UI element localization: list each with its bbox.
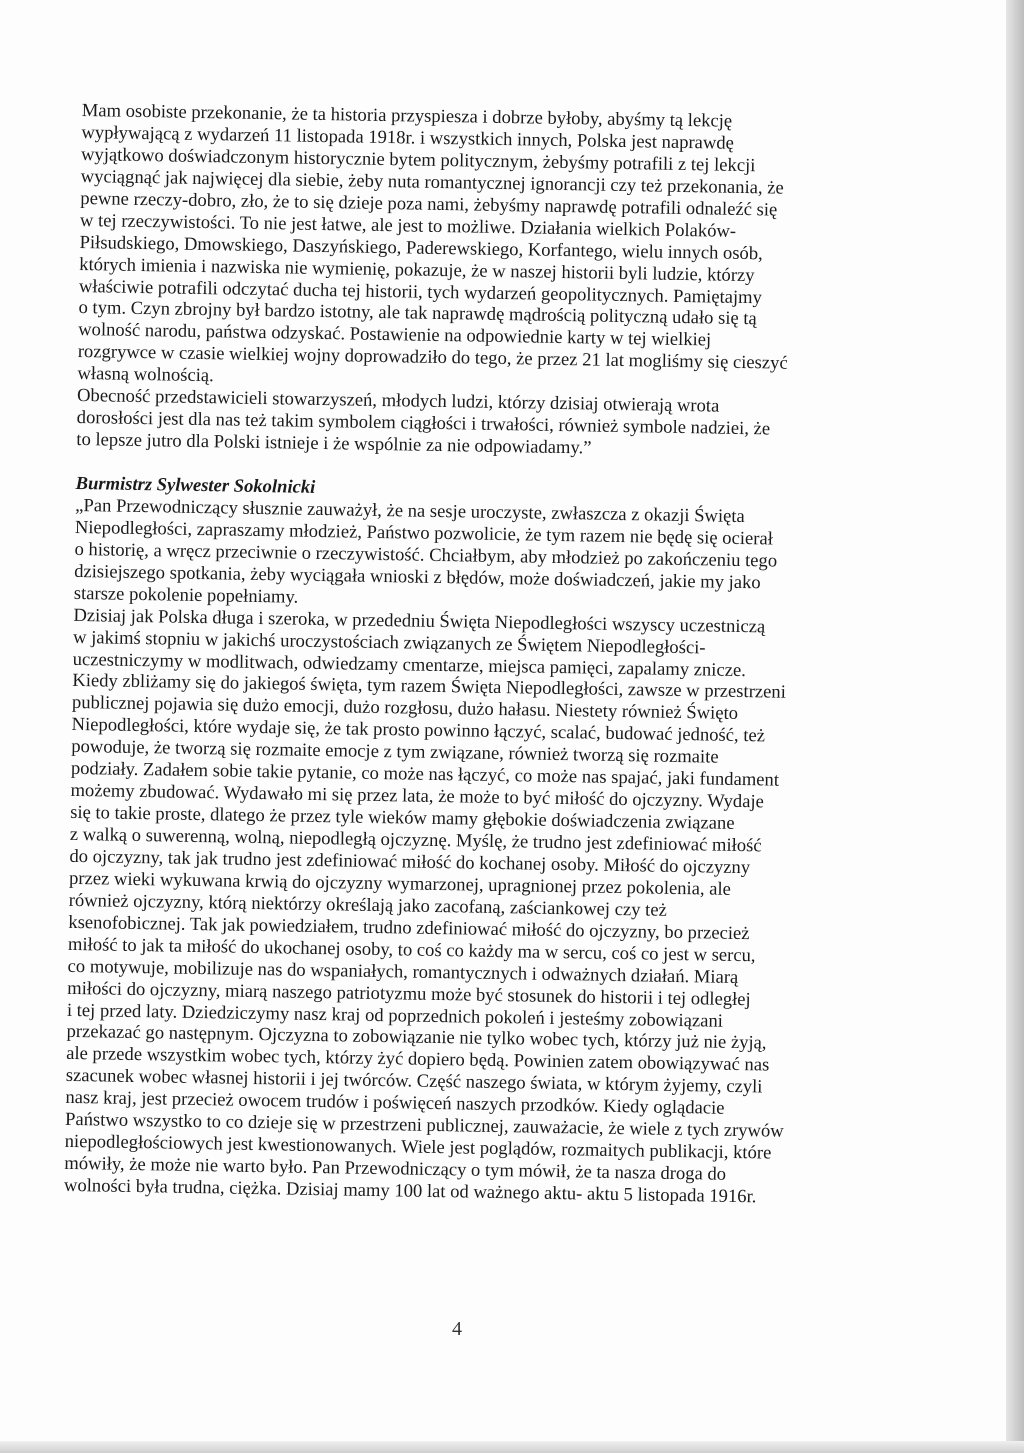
document-body [64, 100, 872, 1210]
paragraph-history-lesson: Mam osobiste przekonanie, że ta historia przyspiesza i dobrze byłoby, abyśmy tą lekcję wypływającą z wydarzeń 11 listopada 1918r. i wszystkich innych, Polska jest naprawdę wyjątkowo doświadczonym historycznie bytem politycznym, żebyśmy potrafili z tej lekcji wyciągnąć jak najwięcej dla siebie, żeby nuta romantycznej ignorancji czy też przekonania, że pewne rzeczy-dobro, zło, że to się dzieje poza nami, żebyśmy naprawdę potrafili odnaleźć się w tej rzeczywistości. To nie jest łatwe, ale jest to możliwe. Działania wielkich Polaków- Piłsudskiego, Dmowskiego, Daszyńskiego, Paderewskiego, Korfantego, wielu innych osób, których imienia i nazwiska nie wymienię, pokazuje, że w naszej historii byli ludzie, którzy właściwie potrafili odczytać ducha tej historii, tych wydarzeń geopolitycznych. Pamiętajmy o tym. Czyn zbrojny był bardzo istotny, ale tak naprawdę mądrością polityczną udało się tą wolność narodu, państwa odzyskać. Postawienie na odpowiednie karty w tej wielkiej rozgrywce w czasie wielkiej wojny doprowadziło do tego, że przez 21 lat mogliśmy się cieszyć własną wolnością. [77, 100, 788, 387]
scan-bottom-edge [0, 1441, 1024, 1453]
page-number: 4 [452, 1318, 462, 1340]
speaker-heading: Burmistrz Sylwester Sokolnicki [75, 472, 316, 498]
scan-right-edge [1006, 0, 1024, 1453]
paragraph-youth-presence: Obecność przedstawicieli stowarzyszeń, młodych ludzi, którzy dzisiaj otwierają wrota dorosłości jest dla nas też takim symbolem ciągłości i trwałości, również symbole nadziei, że to lepsze jutro dla Polski istnieje i że wspólnie za nie odpowiadamy.” [76, 385, 771, 459]
paragraph-speech-main: Dzisiaj jak Polska długa i szeroka, w przededniu Święta Niepodległości wszyscy uczestniczą w jakimś stopniu w jakichś uroczystościach związanych ze Świętem Niepodległości- uczestniczymy w modlitwach, odwiedzamy cmentarze, miejsca pamięci, zapalamy znicze. Kiedy zbliżamy się do jakiegoś święta, tym razem Święta Niepodległości, zawsze w przestrzeni publicznej pojawia się dużo emocji, dużo rozgłosu, dużo hałasu. Niestety również Święto Niepodległości, które wydaje się, że tak prosto powinno łączyć, scalać, budować jedność, też powoduje, że tworzą się rozmaite emocje z tym związane, również tworzą się rozmaite podziały. Zadałem sobie takie pytanie, co może nas łączyć, co może nas spajać, jaki fundament możemy zbudować. Wydawało mi się przez lata, że może to być miłość do ojczyzny. Wydaje się to takie proste, dlatego że przez tyle wieków mamy głębokie doświadczenia związane z walką o suwerenną, wolną, niepodległą ojczyznę. Myślę, że trudno jest zdefiniować miłość do ojczyzny, tak jak trudno jest zdefiniować miłość do kochanej osoby. Miłość do ojczyzny przez wieki wykuwana krwią do ojczyzny wymarzonej, upragnionej przez pokolenia, ale również ojczyzny, którą niektórzy określają jako zacofaną, zaściankowej czy też ksenofobicznej. Tak jak powiedziałem, trudno zdefiniować miłość do ojczyzny, bo przecież miłość to jak ta miłość do ukochanej osoby, to coś co każdy ma w sercu, coś co jest w sercu, co motywuje, mobilizuje nas do wspaniałych, romantycznych i odważnych działań. Miarą miłości do ojczyzny, miarą naszego patriotyzmu może być stosunek do historii i tej odległej i tej przed laty. Dziedziczymy nasz kraj od poprzednich pokoleń i jesteśmy zobowiązani przekazać go następnym. Ojczyzna to zobowiązanie nie tylko wobec tych, którzy już nie żyją, ale przede wszystkim wobec tych, którzy żyć dopiero będą. Powinien zatem obowiązywać nas szacunek wobec własnej historii i jej twórców. Część naszego świata, w którym żyjemy, czyli nasz kraj, jest przecież owocem trudów i poświęceń naszych przodków. Kiedy oglądacie Państwo wszystko to co dzieje się w przestrzeni publicznej, zauważacie, że wiele z tych zrywów niepodległościowych jest kwestionowanych. Wiele jest poglądów, rozmaitych publikacji, które mówiły, że może nie warto było. Pan Przewodniczący o tym mówił, że ta nasza droga do wolności była trudna, ciężka. Dzisiaj mamy 100 lat od ważnego aktu- aktu 5 listopada 1916r. [63, 604, 787, 1208]
paragraph-speech-intro: „Pan Przewodniczący słusznie zauważył, że na sesje uroczyste, zwłaszcza z okazji Święta Niepodległości, zapraszamy młodzież, Państwo pozwolicie, że tym razem nie będę się ocierał o historię, a wręcz przeciwnie o rzeczywistość. Chciałbym, aby młodzież po zakończeniu tego dzisiejszego spotkania, żeby wyciągała wnioski z błędów, może doświadczeń, jakie my jako starsze pokolenie popełniamy. [73, 494, 778, 608]
